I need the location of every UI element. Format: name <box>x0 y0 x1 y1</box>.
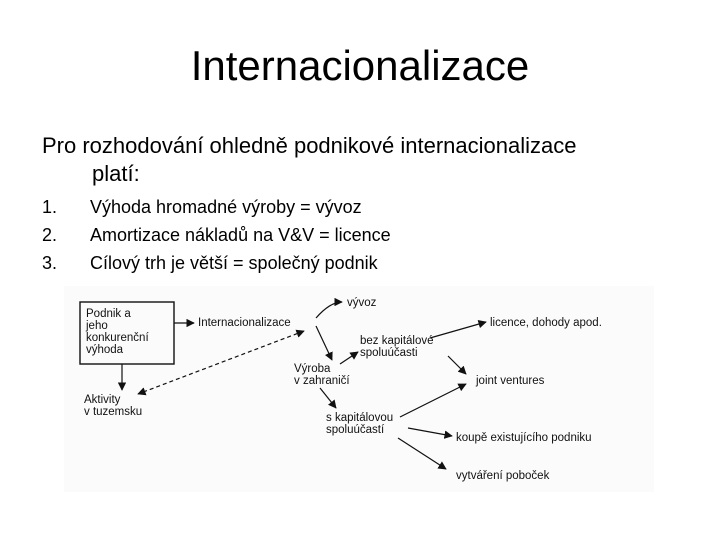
dashed-arrow <box>138 331 304 394</box>
joint-ventures-label: joint ventures <box>476 375 545 387</box>
arrow <box>408 428 452 436</box>
internationalization-label: Internacionalizace <box>198 317 291 329</box>
box-line: výhoda <box>86 344 124 356</box>
list-text: Amortizace nákladů na V&V = licence <box>90 225 391 245</box>
arrow <box>398 438 446 469</box>
arrow <box>316 302 342 318</box>
box-line: konkurenční <box>86 332 149 344</box>
internationalization-diagram <box>64 286 654 492</box>
acquisition-label: koupě existujícího podniku <box>456 432 592 444</box>
arrow <box>340 352 358 364</box>
export-label: vývoz <box>347 297 377 309</box>
no-equity-label: spoluúčasti <box>360 347 418 359</box>
diagram-svg <box>64 286 654 492</box>
list-number: 1. <box>42 197 58 217</box>
intro-text <box>42 132 682 188</box>
equity-label: s kapitálovou <box>326 412 394 424</box>
list-number: 3. <box>42 253 58 273</box>
list-number: 2. <box>42 225 58 245</box>
branches-label: vytváření poboček <box>456 470 550 482</box>
slide-title: Internacionalizace <box>190 42 530 89</box>
box-line: Podnik a <box>86 308 131 320</box>
no-equity-label: bez kapitálové <box>360 335 434 347</box>
arrow <box>316 326 332 360</box>
box-line: jeho <box>86 320 108 332</box>
list-text: Výhoda hromadné výroby = vývoz <box>90 197 362 217</box>
list-text: Cílový trh je větší = společný podnik <box>90 253 378 273</box>
domestic-label: Aktivity <box>84 394 121 406</box>
foreign-production-label: v zahraničí <box>294 375 350 387</box>
domestic-label: v tuzemsku <box>84 406 143 418</box>
foreign-production-label: Výroba <box>294 363 331 375</box>
licence-label: licence, dohody apod. <box>490 317 602 329</box>
arrow <box>430 322 486 338</box>
intro-line-1: Pro rozhodování ohledně podnikové internacionalizace <box>42 133 577 158</box>
arrow <box>448 356 466 374</box>
equity-label: spoluúčastí <box>326 424 385 436</box>
arrow <box>400 384 466 417</box>
intro-line-2: platí: <box>92 161 140 186</box>
arrow <box>320 388 336 408</box>
